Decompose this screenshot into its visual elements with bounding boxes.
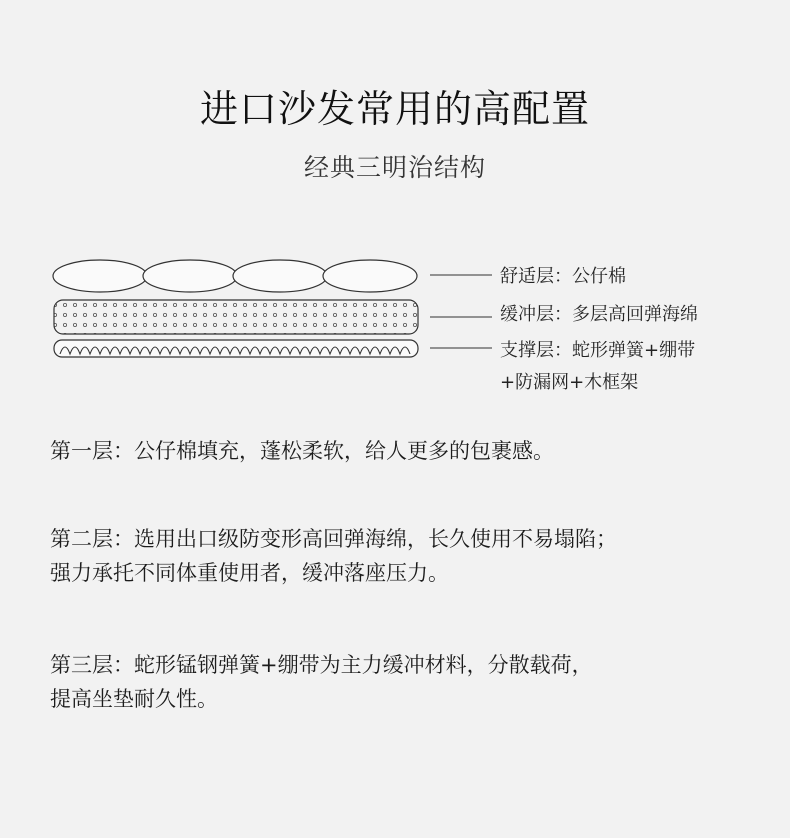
page-subtitle: 经典三明治结构 bbox=[303, 153, 486, 182]
description-line: 第三层：蛇形锰钢弹簧+绷带为主力缓冲材料，分散载荷， bbox=[50, 653, 593, 677]
label-support-layer: 支撑层：蛇形弹簧+绷带 bbox=[500, 340, 696, 361]
description-layer-3 bbox=[50, 648, 750, 716]
description-line: 强力承托不同体重使用者，缓冲落座压力。 bbox=[50, 561, 449, 585]
description-layer-2 bbox=[50, 522, 750, 590]
description-line: 第一层：公仔棉填充，蓬松柔软，给人更多的包裹感。 bbox=[50, 439, 554, 463]
page-title: 进口沙发常用的高配置 bbox=[199, 87, 590, 131]
description-layer-1 bbox=[50, 434, 750, 468]
support-layer-shape bbox=[54, 340, 418, 357]
description-line: 第二层：选用出口级防变形高回弹海绵，长久使用不易塌陷； bbox=[50, 527, 617, 551]
layers-diagram bbox=[0, 250, 790, 410]
buffer-layer-shape bbox=[54, 300, 418, 334]
label-buffer-layer: 缓冲层：多层高回弹海绵 bbox=[500, 304, 698, 325]
label-support-layer-continuation: +防漏网+木框架 bbox=[500, 372, 639, 393]
description-line: 提高坐垫耐久性。 bbox=[50, 687, 218, 711]
label-comfort-layer: 舒适层：公仔棉 bbox=[500, 266, 626, 287]
comfort-layer-shape bbox=[53, 260, 417, 292]
layers-illustration bbox=[0, 250, 790, 410]
